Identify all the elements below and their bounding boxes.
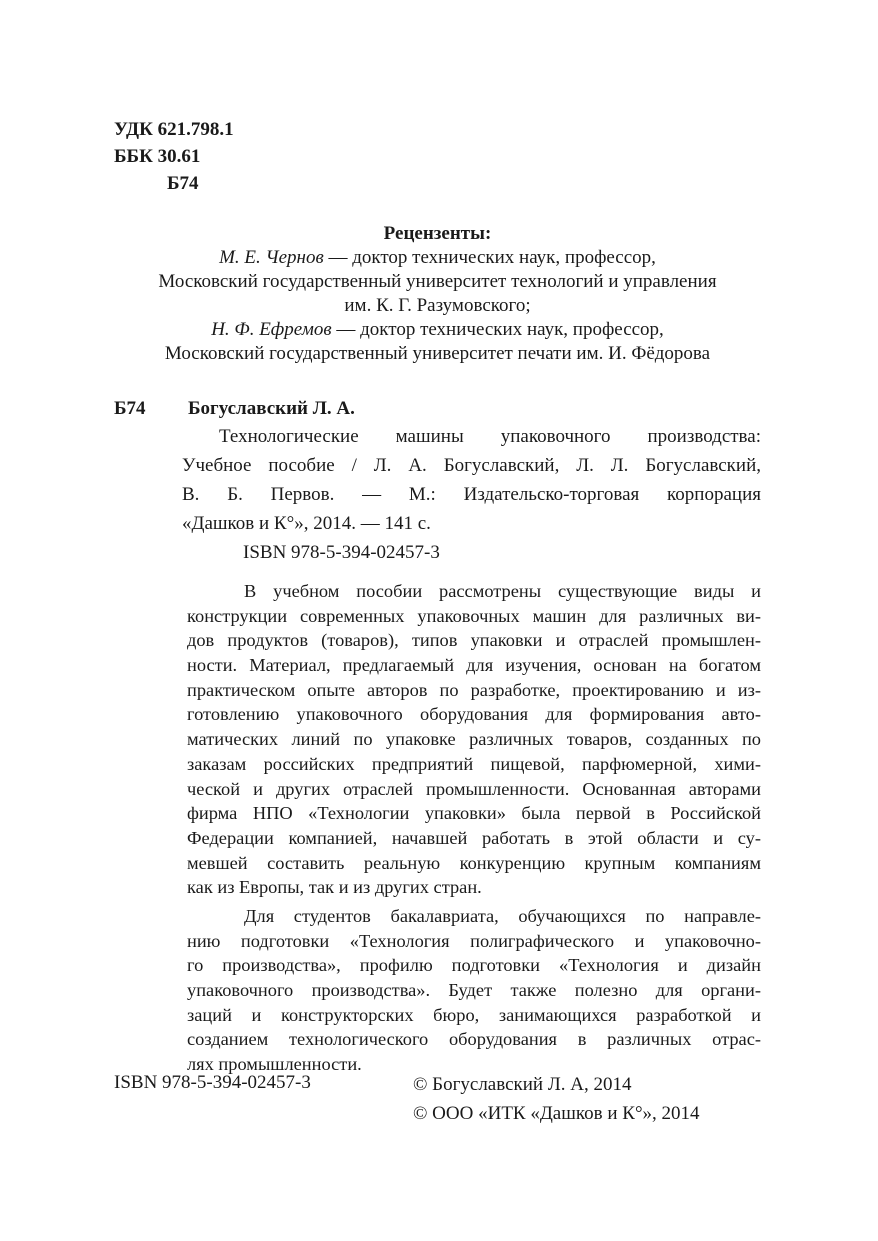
abstract-line: мевшей составить реальную конкуренцию крупным компаниям: [187, 852, 761, 873]
reviewer-name: Н. Ф. Ефремов: [211, 319, 332, 340]
reviewers-block: [114, 222, 761, 366]
bib-line: Учебное пособие / Л. А. Богуславский, Л. Л. Богуславский,: [182, 455, 761, 476]
reviewers-heading: Рецензенты:: [383, 223, 492, 244]
copyright-line: © Богуславский Л. А, 2014: [413, 1074, 632, 1095]
reviewer-line: [114, 270, 761, 294]
bib-line: Технологические машины упаковочного производства:: [219, 426, 761, 447]
abstract-line: упаковочного производства». Будет также полезно для органи-: [187, 980, 761, 1000]
reviewer-text: им. К. Г. Разумовского;: [344, 295, 531, 316]
abstract-line: лях промышленности.: [187, 1054, 362, 1075]
reviewer-line: [114, 294, 761, 318]
abstract-line: практическом опыте авторов по разработке, проектированию и из-: [187, 679, 761, 700]
reviewer-text: — доктор технических наук, профессор,: [331, 319, 664, 340]
reviewer-text: — доктор технических наук, профессор,: [323, 247, 656, 268]
abstract-line: заций и конструкторских бюро, занимающихся разработкой и: [187, 1004, 761, 1025]
abstract-line: конструкции современных упаковочных машин для различных ви-: [187, 605, 761, 626]
abstract-line: нию подготовки «Технология полиграфического и упаковочно-: [187, 930, 761, 951]
footer-isbn: ISBN 978-5-394-02457-3: [114, 1072, 311, 1093]
abstract: [187, 579, 761, 1077]
abstract-line: заказам российских предприятий пищевой, парфюмерной, хими-: [187, 753, 761, 774]
entry-author: Богуславский Л. А.: [188, 398, 355, 419]
bib-line: В. Б. Первов. — М.: Издательско-торговая корпорация: [182, 484, 761, 505]
bibliographic-description: [182, 422, 761, 538]
abstract-line: Федерации компанией, начавшей работать в этой области и су-: [187, 827, 761, 848]
reviewer-text: Московский государственный университет печати им. И. Фёдорова: [164, 343, 711, 364]
abstract-line: как из Европы, так и из других стран.: [187, 877, 482, 898]
author-mark: Б74: [167, 173, 199, 194]
bbk-code: ББК 30.61: [114, 146, 201, 167]
reviewer-line: [114, 342, 761, 366]
abstract-line: Для студентов бакалавриата, обучающихся по направле-: [244, 905, 761, 926]
bib-line: «Дашков и К°», 2014. — 141 с.: [182, 513, 431, 534]
reviewer-line: [114, 246, 761, 270]
udk-code: УДК 621.798.1: [114, 119, 234, 140]
abstract-line: ности. Материал, предлагаемый для изучения, основан на богатом: [187, 655, 761, 676]
copyright-line: © ООО «ИТК «Дашков и К°», 2014: [413, 1103, 700, 1124]
abstract-line: матических линий по упаковке различных товаров, созданных по: [187, 729, 761, 750]
abstract-line: готовлению упаковочного оборудования для формирования авто-: [187, 704, 761, 725]
abstract-line: ческой и других отраслей промышленности. Основанная авторами: [187, 778, 761, 799]
abstract-line: дов продуктов (товаров), типов упаковки и отраслей промышлен-: [187, 630, 761, 651]
abstract-line: В учебном пособии рассмотрены существующие виды и: [244, 581, 761, 601]
abstract-line: го производства», профилю подготовки «Технология и дизайн: [187, 955, 761, 976]
reviewer-name: М. Е. Чернов: [219, 247, 324, 268]
reviewer-line: [114, 318, 761, 342]
classification-block: [114, 116, 234, 197]
copyright-block: [413, 1070, 700, 1128]
reviewer-text: Московский государственный университет технологий и управления: [158, 271, 717, 292]
abstract-line: созданием технологического оборудования в различных отрас-: [187, 1029, 761, 1050]
entry-code: Б74: [114, 398, 146, 419]
abstract-line: фирма НПО «Технологии упаковки» была первой в Российской: [187, 803, 761, 824]
entry-isbn: ISBN 978-5-394-02457-3: [243, 542, 440, 563]
